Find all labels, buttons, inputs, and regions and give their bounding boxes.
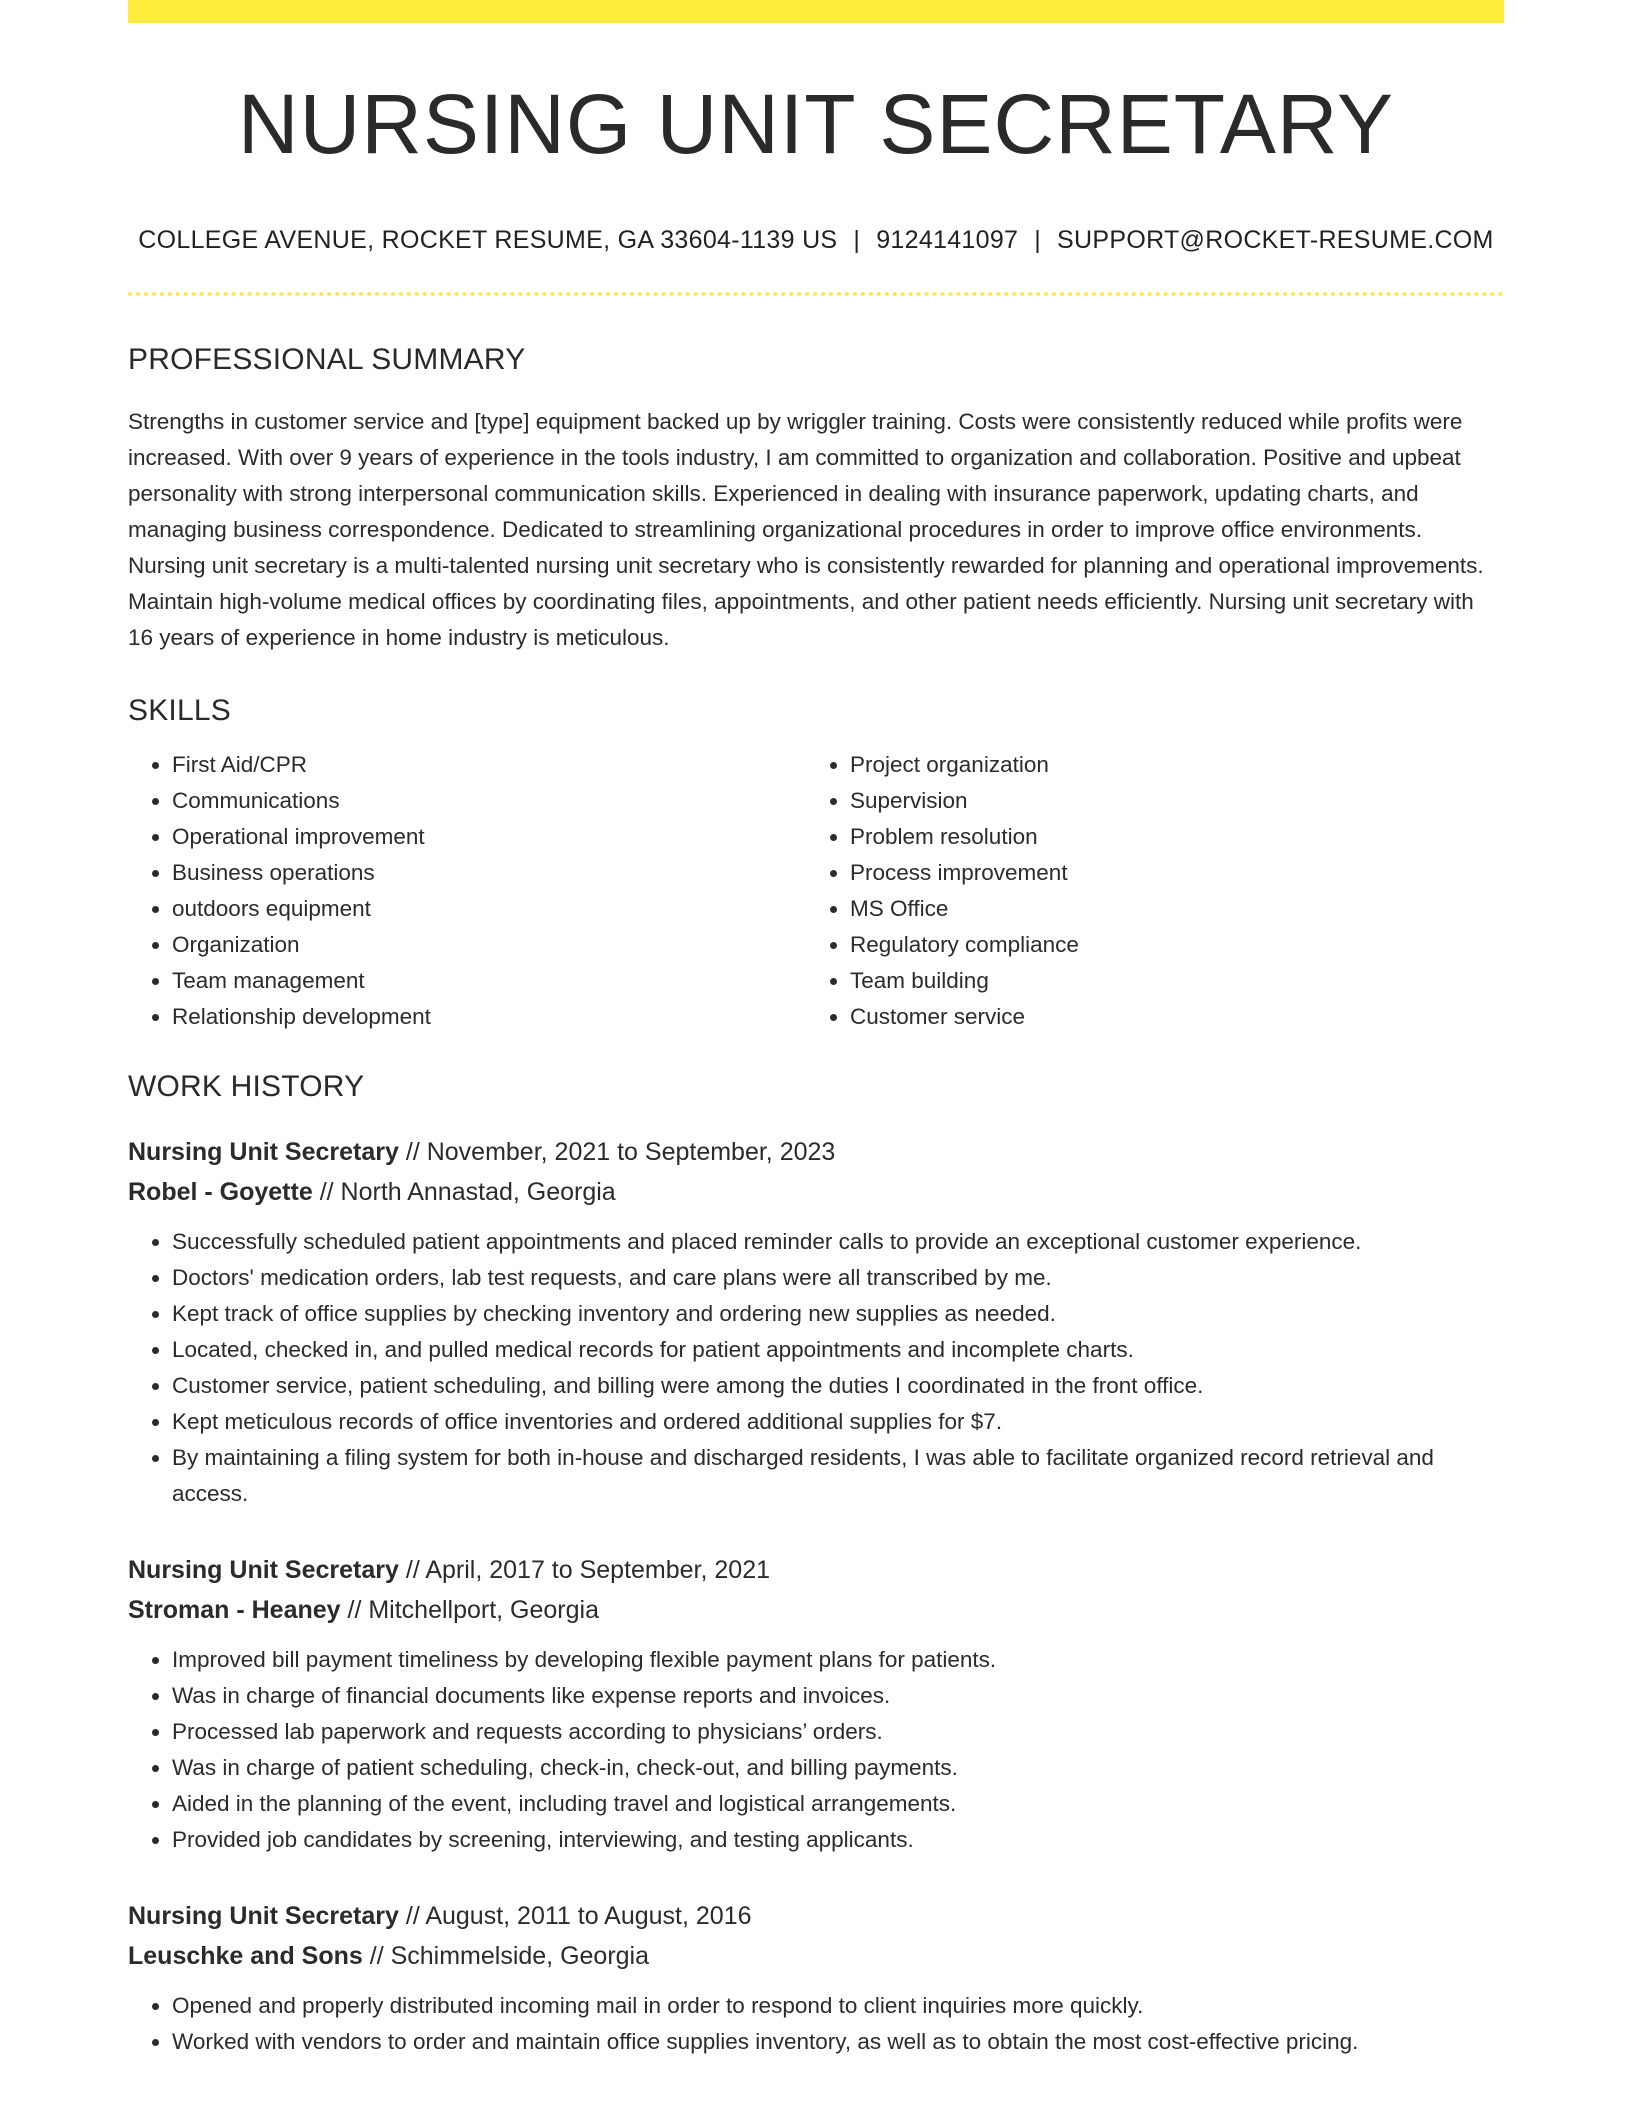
job-bullet: • By maintaining a filing system for both in-house and discharged residents, I was able to facilitate organized record retrieval and access. — [172, 1440, 1504, 1512]
section-title-summary: PROFESSIONAL SUMMARY — [128, 343, 526, 376]
skill-item: • Team building — [850, 963, 1484, 999]
job-role-line — [128, 1132, 1504, 1172]
contact-separator: | — [1034, 226, 1042, 254]
skill-item: • First Aid/CPR — [172, 747, 806, 783]
section-title-skills: SKILLS — [128, 694, 231, 727]
skill-item: • Relationship development — [172, 999, 806, 1035]
section-title-work-history: WORK HISTORY — [128, 1070, 365, 1103]
job-bullets — [128, 1642, 1504, 1858]
job-role: Nursing Unit Secretary — [128, 1556, 399, 1584]
skill-item: • Customer service — [850, 999, 1484, 1035]
job-bullet: • Provided job candidates by screening, interviewing, and testing applicants. — [172, 1822, 1504, 1858]
skill-item: • outdoors equipment — [172, 891, 806, 927]
job-bullet: • Kept meticulous records of office inventories and ordered additional supplies for $7. — [172, 1404, 1504, 1440]
summary-text: Strengths in customer service and [type] equipment backed up by wriggler training. Costs were consistently reduced while profits were increased. With over 9 years of experience in the tools industry, I am committed to organization and collaboration. Positive and upbeat personality with strong interpersonal communication skills. Experienced in dealing with insurance paperwork, updating charts, and managing business correspondence. Dedicated to streamlining organizational procedures in order to improve office environments. Nursing unit secretary is a multi-talented nursing unit secretary who is consistently rewarded for planning and operational improvements. Maintain high-volume medical offices by coordinating files, appointments, and other patient needs efficiently. Nursing unit secretary with 16 years of experience in home industry is meticulous. — [128, 409, 1484, 650]
job-role: Nursing Unit Secretary — [128, 1138, 399, 1166]
job-bullet: • Located, checked in, and pulled medical records for patient appointments and incomplete charts. — [172, 1332, 1504, 1368]
job-company-line — [128, 1936, 1504, 1976]
job-company: Stroman - Heaney — [128, 1596, 341, 1624]
job-bullet: • Improved bill payment timeliness by developing flexible payment plans for patients. — [172, 1642, 1504, 1678]
job-bullet: • Opened and properly distributed incoming mail in order to respond to client inquiries more quickly. — [172, 1988, 1504, 2024]
job-entry — [128, 1550, 1504, 1858]
job-company-line — [128, 1590, 1504, 1630]
job-bullet: • Kept track of office supplies by checking inventory and ordering new supplies as needed. — [172, 1296, 1504, 1332]
contact-line — [128, 228, 1504, 253]
contact-email: SUPPORT@ROCKET-RESUME.COM — [1057, 226, 1494, 254]
dotted-divider — [128, 292, 1504, 296]
job-role-line — [128, 1896, 1504, 1936]
job-bullet: • Was in charge of patient scheduling, check-in, check-out, and billing payments. — [172, 1750, 1504, 1786]
job-dates: // April, 2017 to September, 2021 — [398, 1556, 771, 1584]
job-location: // Schimmelside, Georgia — [362, 1942, 650, 1970]
skill-item: • Operational improvement — [172, 819, 806, 855]
job-bullet: • Was in charge of financial documents like expense reports and invoices. — [172, 1678, 1504, 1714]
job-entry — [128, 1896, 1504, 2060]
skills-list-right — [806, 747, 1484, 1035]
skill-item: • Team management — [172, 963, 806, 999]
job-company-line — [128, 1172, 1504, 1212]
job-location: // North Annastad, Georgia — [312, 1178, 616, 1206]
skill-item: • Business operations — [172, 855, 806, 891]
job-role: Nursing Unit Secretary — [128, 1902, 399, 1930]
resume-page — [128, 0, 1504, 2060]
skill-item: • Process improvement — [850, 855, 1484, 891]
skill-item: • Problem resolution — [850, 819, 1484, 855]
job-bullets — [128, 1988, 1504, 2060]
skill-item: • Supervision — [850, 783, 1484, 819]
contact-phone: 9124141097 — [876, 226, 1019, 254]
contact-address: COLLEGE AVENUE, ROCKET RESUME, GA 33604-1139 US — [138, 226, 838, 254]
job-role-line — [128, 1550, 1504, 1590]
job-bullet: • Customer service, patient scheduling, and billing were among the duties I coordinated in the front office. — [172, 1368, 1504, 1404]
job-company: Leuschke and Sons — [128, 1942, 363, 1970]
job-bullet: • Worked with vendors to order and maintain office supplies inventory, as well as to obtain the most cost-effective pricing. — [172, 2024, 1504, 2060]
job-bullet: • Aided in the planning of the event, including travel and logistical arrangements. — [172, 1786, 1504, 1822]
job-bullet: • Successfully scheduled patient appointments and placed reminder calls to provide an exceptional customer experience. — [172, 1224, 1504, 1260]
job-dates: // November, 2021 to September, 2023 — [398, 1138, 836, 1166]
skills-list-left — [128, 747, 806, 1035]
accent-bar — [128, 0, 1504, 23]
skill-item: • MS Office — [850, 891, 1484, 927]
job-bullet: • Processed lab paperwork and requests according to physicians’ orders. — [172, 1714, 1504, 1750]
contact-separator: | — [853, 226, 861, 254]
job-location: // Mitchellport, Georgia — [340, 1596, 599, 1624]
skill-item: • Project organization — [850, 747, 1484, 783]
skills-columns — [128, 747, 1504, 1035]
job-entry — [128, 1132, 1504, 1512]
resume-title: NURSING UNIT SECRETARY — [237, 77, 1395, 171]
job-bullet: • Doctors' medication orders, lab test requests, and care plans were all transcribed by me. — [172, 1260, 1504, 1296]
job-bullets — [128, 1224, 1504, 1512]
job-dates: // August, 2011 to August, 2016 — [398, 1902, 752, 1930]
skill-item: • Regulatory compliance — [850, 927, 1484, 963]
job-company: Robel - Goyette — [128, 1178, 313, 1206]
skill-item: • Communications — [172, 783, 806, 819]
skill-item: • Organization — [172, 927, 806, 963]
